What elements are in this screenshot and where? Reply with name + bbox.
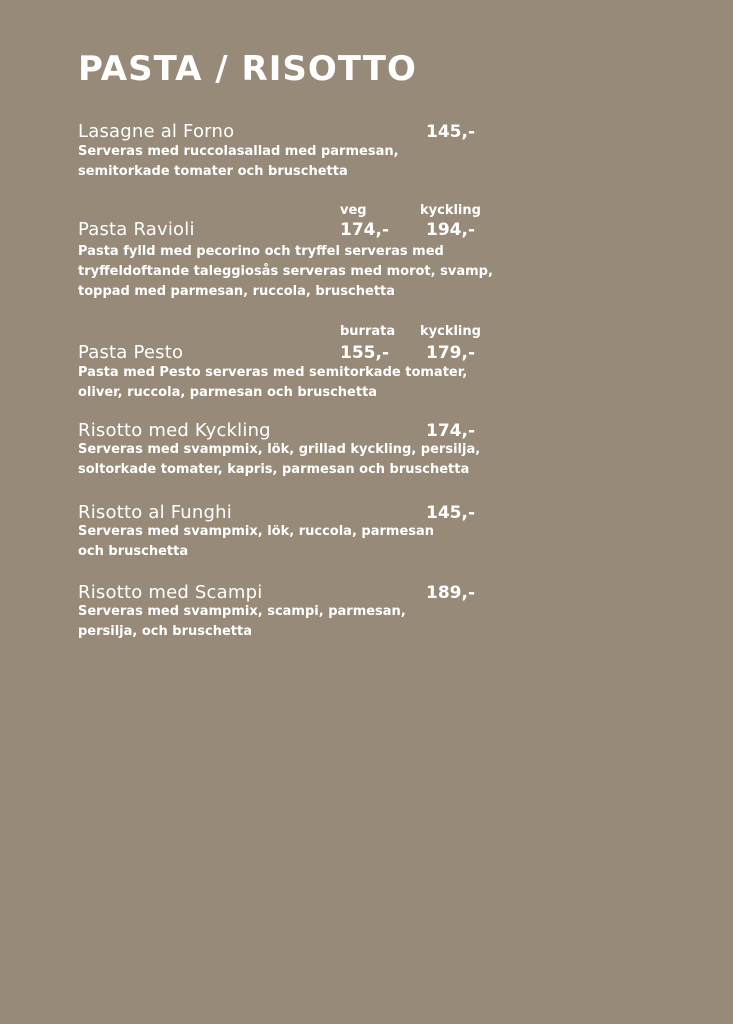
- variant-label: burrata: [340, 324, 396, 339]
- item-price: 145,-: [426, 503, 475, 523]
- description-line: toppad med parmesan, ruccola, bruschetta: [78, 284, 396, 299]
- description-line: Pasta med Pesto serveras med semitorkade tomater,: [78, 365, 468, 380]
- description-line: tryffeldoftande taleggiosås serveras med morot, svamp,: [78, 264, 493, 279]
- item-price: 174,-: [340, 220, 389, 240]
- description-line: Serveras med svampmix, lök, grillad kyckling, persilja,: [78, 442, 481, 457]
- description-line: semitorkade tomater och bruschetta: [78, 164, 348, 179]
- description-line: Serveras med ruccolasallad med parmesan,: [78, 144, 399, 159]
- item-description: [78, 440, 578, 480]
- item-price: 155,-: [340, 343, 389, 363]
- description-line: Serveras med svampmix, lök, ruccola, parmesan: [78, 524, 435, 539]
- item-name: Lasagne al Forno: [78, 121, 235, 142]
- page-title: PASTA / RISOTTO: [78, 49, 417, 89]
- variant-label: kyckling: [420, 324, 481, 339]
- item-name: Risotto med Scampi: [78, 582, 263, 603]
- description-line: soltorkade tomater, kapris, parmesan och bruschetta: [78, 462, 470, 477]
- item-price: 174,-: [426, 421, 475, 441]
- variant-label: kyckling: [420, 203, 481, 218]
- description-line: Serveras med svampmix, scampi, parmesan,: [78, 604, 406, 619]
- item-description: [78, 602, 578, 642]
- item-description: [78, 522, 578, 562]
- item-description: [78, 142, 578, 182]
- item-description: [78, 363, 578, 403]
- description-line: och bruschetta: [78, 544, 189, 559]
- description-line: oliver, ruccola, parmesan och bruschetta: [78, 385, 378, 400]
- item-price: 145,-: [426, 122, 475, 142]
- item-price: 194,-: [426, 220, 475, 240]
- item-name: Risotto med Kyckling: [78, 420, 271, 441]
- item-name: Pasta Ravioli: [78, 219, 195, 240]
- description-line: Pasta fylld med pecorino och tryffel serveras med: [78, 244, 444, 259]
- item-name: Pasta Pesto: [78, 342, 184, 363]
- description-line: persilja, och bruschetta: [78, 624, 252, 639]
- item-price: 189,-: [426, 583, 475, 603]
- variant-label: veg: [340, 203, 367, 218]
- item-description: [78, 242, 578, 302]
- item-price: 179,-: [426, 343, 475, 363]
- item-name: Risotto al Funghi: [78, 502, 232, 523]
